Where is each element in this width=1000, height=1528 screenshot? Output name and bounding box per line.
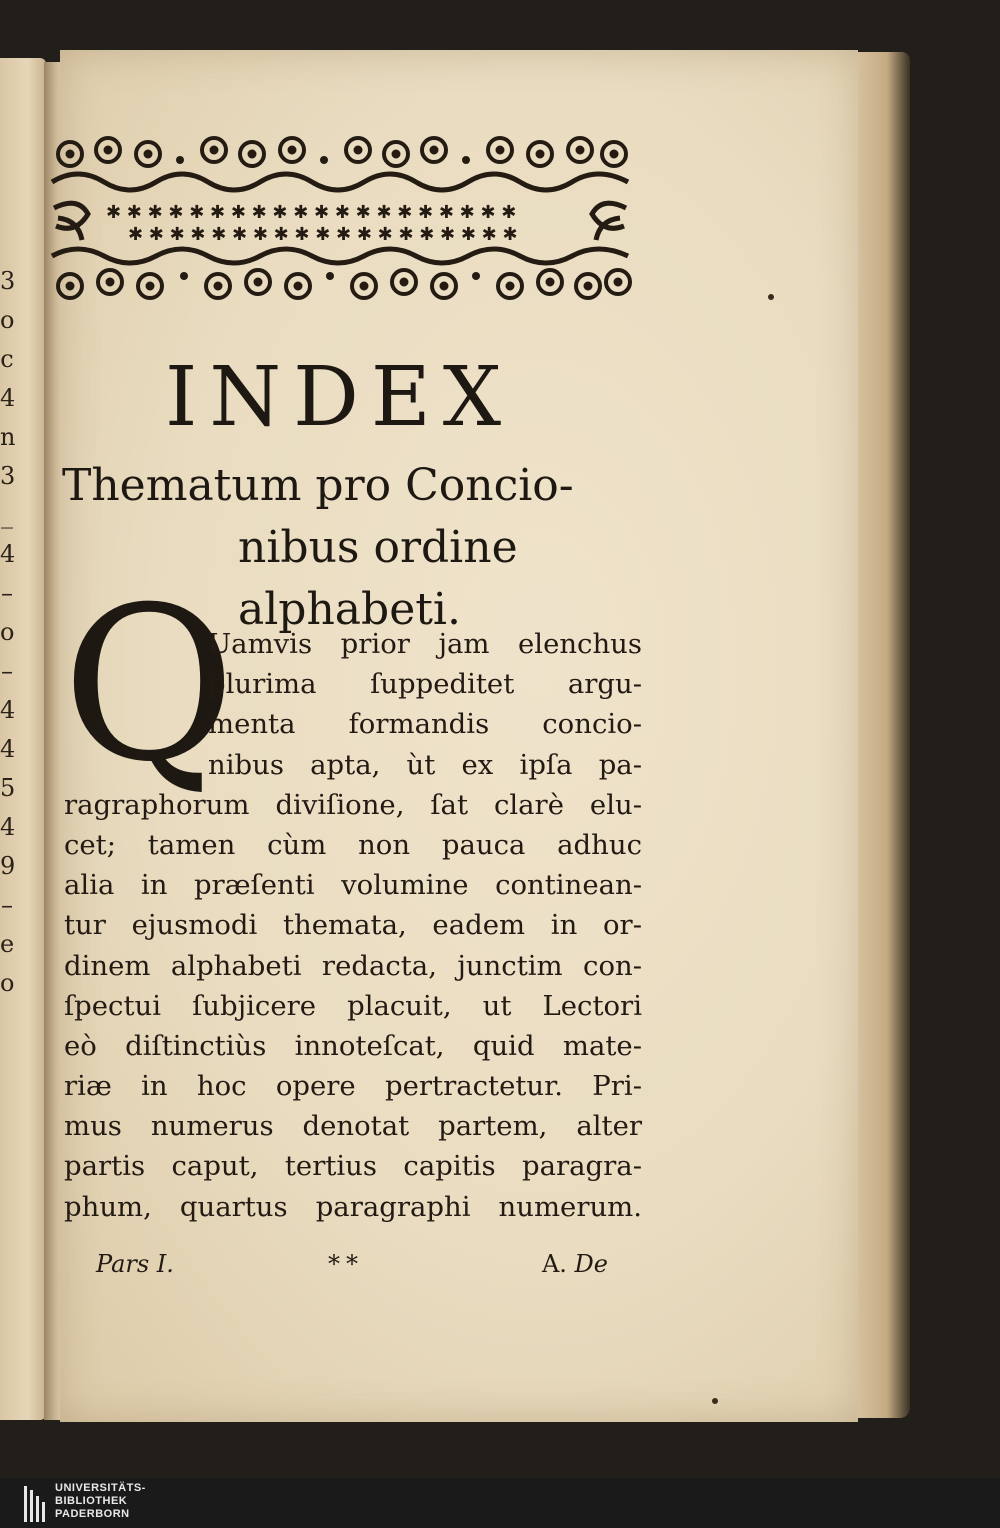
edge-char: – (1, 891, 13, 919)
edge-char: o (0, 306, 15, 334)
signature-label: Pars I. (96, 1250, 174, 1278)
text-line: menta formandis concio- (208, 708, 642, 741)
edge-char: _ (1, 501, 13, 529)
edge-char: n (0, 423, 16, 451)
text-line: ſpectui ſubjicere placuit, ut Lectori (64, 989, 642, 1022)
library-name-line: UNIVERSITÄTS- (55, 1482, 146, 1494)
edge-char: o (0, 969, 15, 997)
subtitle-line: Thematum pro Concio- (62, 460, 574, 511)
text-line: mus numerus denotat partem, alter (64, 1110, 642, 1143)
edge-char: – (1, 579, 13, 607)
text-line: tur ejusmodi themata, eadem in or- (64, 909, 642, 942)
edge-char: – (1, 657, 13, 685)
library-name-line: PADERBORN (55, 1508, 130, 1520)
ornamental-headpiece (48, 130, 632, 306)
floral-band-top (52, 138, 628, 190)
edge-char: o (0, 618, 15, 646)
edge-char: 4 (0, 384, 16, 412)
edge-char: 4 (0, 735, 16, 763)
page-fore-edge (852, 52, 910, 1418)
edge-char: 4 (0, 813, 16, 841)
ink-speck (712, 1398, 718, 1404)
svg-text:✱ ✱ ✱ ✱ ✱ ✱ ✱ ✱ ✱ ✱ ✱ ✱ ✱ ✱ ✱: ✱ ✱ ✱ ✱ ✱ ✱ ✱ ✱ ✱ ✱ ✱ ✱ ✱ ✱ ✱ ✱ ✱ ✱ ✱ ✱ (106, 202, 517, 223)
page-title: INDEX (165, 350, 514, 445)
page-footer (96, 1250, 608, 1280)
text-line: ragraphorum diviſione, ſat clarè elu- (64, 788, 642, 821)
drop-cap: Q (62, 561, 236, 808)
text-line: nibus apta, ùt ex ipſa pa- (208, 748, 642, 781)
library-logo-icon (24, 1486, 48, 1522)
svg-text:✱ ✱ ✱ ✱ ✱ ✱ ✱ ✱ ✱ ✱ ✱ ✱ ✱ ✱ ✱: ✱ ✱ ✱ ✱ ✱ ✱ ✱ ✱ ✱ ✱ ✱ ✱ ✱ ✱ ✱ ✱ ✱ ✱ ✱ (128, 224, 518, 245)
text-line: alia in præſenti volumine continean- (64, 869, 642, 902)
facing-page-characters (0, 262, 14, 1003)
edge-char: c (0, 345, 14, 373)
body-text (64, 624, 642, 1227)
edge-char: 4 (0, 540, 16, 568)
signature-mark: ** (328, 1250, 364, 1278)
star-band (54, 202, 626, 245)
edge-char: 3 (0, 462, 16, 490)
text-line: partis caput, tertius capitis paragra- (64, 1150, 642, 1183)
floral-band-bottom (52, 249, 630, 298)
subtitle-line: nibus ordine alphabeti. (238, 522, 518, 635)
catchword-prefix: A. (541, 1250, 567, 1278)
text-line: phum, quartus paragraphi numerum. (64, 1190, 642, 1223)
library-name-line: BIBLIOTHEK (55, 1495, 128, 1507)
text-line: riæ in hoc opere pertractetur. Pri- (64, 1070, 642, 1103)
text-line: eò diſtinctiùs innoteſcat, quid mate- (64, 1029, 642, 1062)
edge-char: 5 (0, 774, 16, 802)
catchword-word: De (574, 1250, 608, 1278)
text-line: dinem alphabeti redacta, junctim con- (64, 949, 642, 982)
edge-char: 4 (0, 696, 16, 724)
text-line: plurima ſuppeditet argu- (208, 668, 642, 701)
catchword (542, 1250, 608, 1278)
edge-char: e (0, 930, 15, 958)
text-line: Uamvis prior jam elenchus (208, 628, 642, 660)
edge-char: 9 (0, 852, 16, 880)
ink-speck (768, 294, 774, 300)
edge-char: 3 (0, 267, 16, 295)
text-line: cet; tamen cùm non pauca adhuc (64, 828, 642, 861)
library-name (55, 1482, 255, 1521)
